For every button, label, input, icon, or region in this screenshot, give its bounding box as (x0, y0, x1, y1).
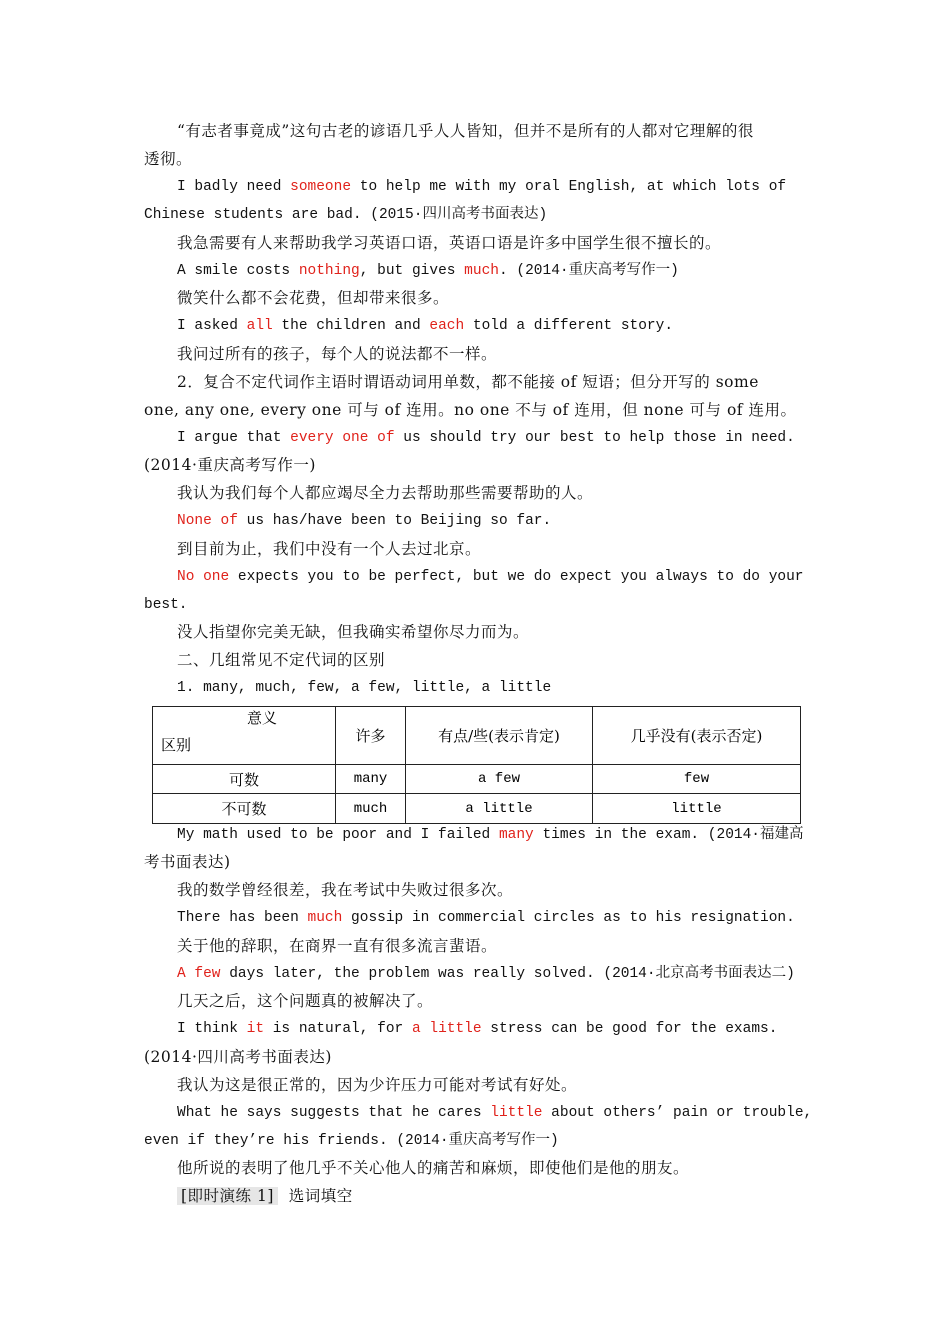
translation-line: 微笑什么都不会花费，但却带来很多。 (177, 289, 450, 307)
paragraph-line: 透彻。 (144, 150, 193, 168)
exercise-title: 选词填空 (288, 1187, 353, 1205)
rule-line: one, any one, every one 可与 of 连用。no one 不与 of 连用，但 none 可与 of 连用。 (144, 401, 797, 419)
subsection-heading: 1. many, much, few, a few, little, a little (177, 680, 552, 696)
example-sentence: I argue that every one of us should try our best to help those in need. (177, 430, 795, 446)
highlight-word: None of (177, 513, 238, 529)
example-sentence: A smile costs nothing, but gives much. (2014·重庆高考写作一) (177, 263, 679, 279)
highlight-word: a little (411, 1021, 482, 1037)
example-sentence: My math used to be poor and I failed many times in the exam. (2014·福建高 (177, 827, 804, 843)
example-sentence: No one expects you to be perfect, but we do expect you always to do your (177, 569, 804, 585)
translation-line: 我认为这是很正常的，因为少许压力可能对考试有好处。 (177, 1076, 578, 1094)
source-line: 考书面表达) (144, 853, 231, 871)
translation-line: 我的数学曾经很差，我在考试中失败过很多次。 (177, 881, 514, 899)
corner-bottom-label: 区别 (161, 736, 192, 754)
highlight-word: little (490, 1105, 543, 1121)
table-header: 几乎没有(表示否定) (593, 707, 801, 765)
example-sentence: I badly need someone to help me with my oral English, at which lots of (177, 179, 787, 195)
highlight-word: it (246, 1021, 265, 1037)
translation-line: 他所说的表明了他几乎不关心他人的痛苦和麻烦，即使他们是他的朋友。 (177, 1159, 690, 1177)
translation-line: 我问过所有的孩子，每个人的说法都不一样。 (177, 345, 498, 363)
rule-line: 2．复合不定代词作主语时谓语动词用单数，都不能接 of 短语；但分开写的 some (177, 373, 759, 391)
translation-line: 关于他的辞职，在商界一直有很多流言蜚语。 (177, 937, 498, 955)
translation-line: 到目前为止，我们中没有一个人去过北京。 (177, 540, 482, 558)
highlight-word: someone (290, 179, 352, 195)
example-sentence: What he says suggests that he cares little about others’ pain or trouble, (177, 1105, 813, 1121)
table-corner-cell (153, 707, 336, 765)
table-cell: a few (406, 765, 593, 794)
table-header: 有点/些(表示肯定) (406, 707, 593, 765)
highlight-word: much (464, 263, 499, 279)
table-cell: much (336, 794, 406, 824)
corner-top-label: 意义 (247, 709, 278, 727)
example-sentence: A few days later, the problem was really solved. (2014·北京高考书面表达二) (177, 966, 795, 982)
translation-line: 我认为我们每个人都应竭尽全力去帮助那些需要帮助的人。 (177, 484, 594, 502)
table-cell: few (593, 765, 801, 794)
highlight-word: A few (177, 966, 221, 982)
table-cell: many (336, 765, 406, 794)
paragraph-line: “有志者事竟成”这句古老的谚语几乎人人皆知，但并不是所有的人都对它理解的很 (177, 122, 754, 140)
exercise-tag: [即时演练 1] (177, 1187, 278, 1205)
highlight-word: many (498, 827, 534, 843)
table-cell: a little (406, 794, 593, 824)
comparison-table (152, 706, 801, 824)
example-sentence: I think it is natural, for a little stress can be good for the exams. (177, 1021, 778, 1037)
table-header: 许多 (336, 707, 406, 765)
table-cell: 可数 (153, 765, 336, 794)
section-heading: 二、几组常见不定代词的区别 (177, 651, 386, 669)
example-sentence: None of us has/have been to Beijing so far. (177, 513, 552, 529)
source-line: (2014·四川高考书面表达) (144, 1048, 332, 1066)
example-sentence: There has been much gossip in commercial circles as to his resignation. (177, 910, 795, 926)
table-cell: little (593, 794, 801, 824)
highlight-word: all (246, 318, 273, 334)
example-sentence: Chinese students are bad. (2015·四川高考书面表达) (144, 207, 548, 223)
table-row (153, 794, 801, 824)
highlight-word: No one (177, 569, 230, 585)
example-sentence: I asked all the children and each told a different story. (177, 318, 674, 334)
exercise-heading (144, 1183, 840, 1209)
translation-line: 没人指望你完美无缺，但我确实希望你尽力而为。 (177, 623, 530, 641)
table-row (153, 765, 801, 794)
example-sentence: best. (144, 597, 188, 613)
highlight-word: much (307, 910, 343, 926)
translation-line: 我急需要有人来帮助我学习英语口语，英语口语是许多中国学生很不擅长的。 (177, 234, 722, 252)
highlight-word: every one of (290, 430, 395, 446)
example-sentence: even if they’re his friends. (2014·重庆高考写作一) (144, 1133, 559, 1149)
table-cell: 不可数 (153, 794, 336, 824)
highlight-word: each (429, 318, 465, 334)
highlight-word: nothing (298, 263, 360, 279)
translation-line: 几天之后，这个问题真的被解决了。 (177, 992, 434, 1010)
source-line: (2014·重庆高考写作一) (144, 456, 316, 474)
